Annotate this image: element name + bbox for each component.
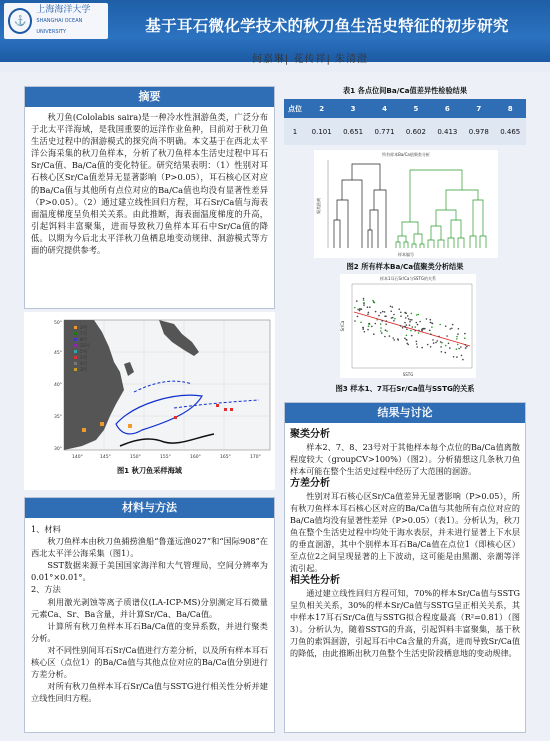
fig3-xlabel: SSTG bbox=[402, 372, 414, 377]
scatter-point bbox=[462, 359, 464, 361]
legend-item: 5号 bbox=[80, 350, 88, 355]
table1 bbox=[284, 99, 526, 145]
scatter-point bbox=[411, 313, 413, 315]
scatter-point bbox=[380, 327, 382, 329]
table-cell: 0.413 bbox=[437, 127, 458, 136]
abstract-heading: 摘要 bbox=[25, 87, 274, 107]
scatter-point bbox=[384, 336, 386, 338]
scatter-point bbox=[380, 323, 382, 325]
table-cell: 0.465 bbox=[500, 127, 521, 136]
methods-line: 利用激光剥蚀等离子质谱仪(LA-ICP-MS)分别测定耳石微量元素Ca、Sr、Ba含量，并计算Sr/Ca、Ba/Ca值。 bbox=[31, 596, 268, 619]
section-title: 相关性分析 bbox=[290, 575, 340, 586]
scatter-point bbox=[375, 323, 377, 325]
scatter-point bbox=[392, 306, 394, 308]
scatter-point bbox=[359, 308, 361, 310]
scatter-point bbox=[404, 322, 406, 324]
logo-name-cn: 上海海洋大学 bbox=[36, 4, 91, 15]
scatter-point bbox=[456, 336, 458, 338]
scatter-point bbox=[421, 347, 423, 349]
table-header-cell: 5 bbox=[413, 104, 419, 113]
results-heading: 结果与讨论 bbox=[285, 403, 525, 423]
scatter-point bbox=[460, 346, 462, 348]
scatter-point bbox=[373, 333, 375, 335]
lon-tick: 155° bbox=[160, 455, 171, 460]
table-header-cell: 8 bbox=[507, 104, 513, 113]
scatter-point bbox=[384, 311, 386, 313]
scatter-point bbox=[457, 344, 459, 346]
scatter-point bbox=[378, 315, 380, 317]
logo-emblem-icon: ⚓ bbox=[8, 8, 32, 34]
poster-title: 基于耳石微化学技术的秋刀鱼生活史特征的初步研究 bbox=[145, 17, 509, 35]
logo-name-en: SHANGHAI OCEAN UNIVERSITY bbox=[36, 17, 83, 35]
scatter-point bbox=[419, 321, 421, 323]
authors: 何嘉琳| 花传祥| 朱清澄 bbox=[251, 54, 369, 65]
table-cell: 0.602 bbox=[405, 127, 426, 136]
scatter-point bbox=[411, 335, 413, 337]
table-header-row bbox=[284, 99, 526, 118]
section-text: 通过建立线性回归方程可知，70%的样本Sr/Ca值与SSTG呈负相关关系，30%的样本Sr/Ca值与SSTG呈正相关关系，其中样本17耳石Sr/Ca值与SSTG拟合程度最高（R²=0.81）（图3）。分析认为，随着SSTG的升高，引起饵料丰富聚集，基于秋刀鱼的索饵洄游，引起耳石中Ca含量的升高，进而导致Sr/Ca值的降低，由此推断出秋刀鱼整个生活史阶段栖息地的变动规律。 bbox=[290, 588, 520, 658]
scatter-point bbox=[433, 342, 435, 344]
legend-item: 23号 bbox=[80, 344, 91, 349]
section-text: 性别对耳石核心区Sr/Ca值差异无显著影响（P>0.05），所有秋刀鱼样本耳石核心区对应的Ba/Ca值与其他所有点位对应的Ba/Ca值均没有显著性差异（P>0.05）（表1）。分析认为，秋刀鱼在整个生活史过程中均处于海水表层，并未进行显著上下水层的垂直洄游，其中个别样本耳石Ba/Ca值在点位1（即核心区）至点位2之间呈现显著的上下波动，这可能是由黑潮、亲潮等洋流引起。 bbox=[290, 491, 520, 573]
map-caption: 图1 秋刀鱼采样海域 bbox=[116, 466, 182, 475]
scatter-point bbox=[418, 330, 420, 332]
scatter-point bbox=[402, 327, 404, 329]
fig2-xlabel: 样本编号 bbox=[398, 252, 414, 257]
scatter-point bbox=[360, 322, 362, 324]
scatter-point bbox=[369, 323, 371, 325]
table-cell: 0.771 bbox=[374, 127, 395, 136]
fig3-title: 样本1耳石Sr/Ca与SSTG的关系 bbox=[380, 276, 436, 281]
scatter-point bbox=[404, 312, 406, 314]
scatter-point bbox=[398, 308, 400, 310]
fig2-ylabel: 聚类距离 bbox=[316, 198, 321, 214]
scatter-point bbox=[438, 336, 440, 338]
scatter-point bbox=[464, 333, 466, 335]
scatter-point bbox=[376, 319, 378, 321]
scatter-point bbox=[357, 309, 359, 311]
scatter-point bbox=[407, 344, 409, 346]
methods-body bbox=[25, 518, 274, 708]
scatter-point bbox=[415, 326, 417, 328]
scatter-point bbox=[363, 302, 365, 304]
scatter-point bbox=[392, 317, 394, 319]
scatter-point bbox=[451, 328, 453, 330]
methods-heading: 材料与方法 bbox=[25, 498, 274, 518]
scatter-point bbox=[392, 337, 394, 339]
scatter-point bbox=[427, 344, 429, 346]
scatter-point bbox=[456, 348, 458, 350]
methods-line: 1、材料 bbox=[31, 524, 61, 534]
lat-tick: 40° bbox=[54, 383, 62, 388]
scatter-point bbox=[406, 328, 408, 330]
scatter-point bbox=[432, 323, 434, 325]
results-body bbox=[285, 423, 525, 664]
scatter-point bbox=[397, 338, 399, 340]
scatter-point bbox=[449, 347, 451, 349]
fig3-scatter bbox=[340, 274, 476, 378]
scatter-point bbox=[389, 335, 391, 337]
scatter-point bbox=[439, 324, 441, 326]
scatter-point bbox=[367, 329, 369, 331]
abstract-text: 秋刀鱼(Cololabis saira)是一种冷水性洄游鱼类，广泛分布于北太平洋海域，是我国重要的远洋作业鱼种，目前对于秋刀鱼生活史过程中的洄游模式的探究尚不明确。本文基于在西北太平洋公海采集的秋刀鱼样本，分析了秋刀鱼样本生活史过程中耳石Sr/Ca值、Ba/Ca值的变化特征。研究结果表明：（1）性别对耳石核心区Sr/Ca值差异无显著影响（P>0.05），耳石核心区对应的Ba/Ca值与其他所有点位对应的Ba/Ca值也均没有显著性差异（P>0.05）。（2）通过建立线性回归方程，耳石Sr/Ca值与海表面温度梯度呈负相关关系。由此推断，海表面温度梯度的升高，引起饵料丰富聚集，进而导致秋刀鱼样本耳石中Sr/Ca值的降低。以期为今后北太平洋秋刀鱼栖息地变动规律、洄游模式等方面的研究提供参考。 bbox=[31, 112, 268, 256]
scatter-point bbox=[405, 317, 407, 319]
scatter-point bbox=[381, 320, 383, 322]
scatter-point bbox=[368, 325, 370, 327]
scatter-point bbox=[372, 300, 374, 302]
table-cell: 0.651 bbox=[343, 127, 364, 136]
scatter-point bbox=[431, 326, 433, 328]
map-figure bbox=[24, 312, 275, 490]
table-header-cell: 3 bbox=[350, 104, 356, 113]
table1-caption: 表1 各点位间Ba/Ca值差异性检验结果 bbox=[342, 86, 468, 95]
scatter-point bbox=[409, 319, 411, 321]
scatter-point bbox=[430, 319, 432, 321]
scatter-point bbox=[414, 330, 416, 332]
scatter-point bbox=[364, 331, 366, 333]
legend-item: 4号 bbox=[80, 362, 88, 367]
table-cell: 0.978 bbox=[468, 127, 489, 136]
lon-tick: 145° bbox=[100, 455, 111, 460]
scatter-point bbox=[424, 328, 426, 330]
fig2-dendrogram bbox=[314, 150, 498, 258]
scatter-point bbox=[453, 356, 455, 358]
scatter-point bbox=[393, 320, 395, 322]
scatter-point bbox=[418, 332, 420, 334]
lon-tick: 140° bbox=[72, 455, 83, 460]
scatter-point bbox=[404, 338, 406, 340]
scatter-point bbox=[394, 318, 396, 320]
scatter-point bbox=[429, 330, 431, 332]
scatter-point bbox=[405, 339, 407, 341]
scatter-point bbox=[432, 339, 434, 341]
scatter-point bbox=[367, 306, 369, 308]
scatter-point bbox=[416, 343, 418, 345]
lon-tick: 160° bbox=[190, 455, 201, 460]
methods-line: 对不同性别间耳石Sr/Ca值进行方差分析，以及所有样本耳石核心区（点位1）的Ba/Ca值与其他点位对应的Ba/Ca值分别进行方差分析。 bbox=[31, 644, 268, 680]
section-title: 方差分析 bbox=[290, 478, 330, 489]
scatter-point bbox=[416, 346, 418, 348]
scatter-point bbox=[385, 323, 387, 325]
scatter-point bbox=[357, 316, 359, 318]
methods-line: SST数据来源于美国国家海洋和大气管理局，空间分辨率为0.01°×0.01°。 bbox=[31, 560, 268, 583]
scatter-point bbox=[380, 312, 382, 314]
scatter-point bbox=[409, 321, 411, 323]
scatter-point bbox=[445, 345, 447, 347]
scatter-point bbox=[421, 330, 423, 332]
scatter-point bbox=[354, 307, 356, 309]
scatter-point bbox=[356, 300, 358, 302]
legend-item: 8号 bbox=[80, 338, 88, 343]
scatter-point bbox=[458, 328, 460, 330]
scatter-point bbox=[386, 320, 388, 322]
scatter-point bbox=[446, 335, 448, 337]
fig2-caption: 图2 所有样本Ba/Ca值聚类分析结果 bbox=[346, 262, 464, 271]
lat-tick: 45° bbox=[54, 351, 62, 356]
scatter-point bbox=[430, 346, 432, 348]
table-header-cell: 点位 bbox=[287, 104, 302, 113]
scatter-point bbox=[400, 325, 402, 327]
scatter-point bbox=[416, 341, 418, 343]
table-header-cell: 6 bbox=[444, 104, 450, 113]
scatter-point bbox=[363, 298, 365, 300]
scatter-point bbox=[393, 314, 395, 316]
scatter-point bbox=[361, 308, 363, 310]
scatter-point bbox=[407, 315, 409, 317]
methods-line: 计算所有秋刀鱼样本耳石Ba/Ca值的变异系数，并进行聚类分析。 bbox=[31, 620, 268, 643]
section-title: 聚类分析 bbox=[290, 429, 330, 440]
legend-item: 1号 bbox=[80, 356, 88, 361]
results-panel bbox=[284, 402, 526, 733]
scatter-point bbox=[380, 330, 382, 332]
scatter-point bbox=[400, 315, 402, 317]
scatter-point bbox=[412, 326, 414, 328]
lon-tick: 150° bbox=[130, 455, 141, 460]
scatter-point bbox=[435, 342, 437, 344]
scatter-point bbox=[416, 322, 418, 324]
fig3-caption: 图3 样本1、7耳石Sr/Ca值与SSTG的关系 bbox=[335, 384, 475, 393]
scatter-point bbox=[464, 337, 466, 339]
table-cell: 1 bbox=[292, 127, 298, 136]
scatter-point bbox=[363, 304, 365, 306]
section-text: 样本2、7、8、23号对于其他样本每个点位的Ba/Ca值离散程度较大（groupCV>100%）（图2）。分析猜想这几条秋刀鱼样本可能在整个生活史过程中经历了大范围的洄游。 bbox=[290, 442, 520, 476]
scatter-point bbox=[411, 319, 413, 321]
scatter-point bbox=[456, 338, 458, 340]
fig2-title: 所有样本Ba/Ca值聚类分析 bbox=[382, 152, 430, 157]
scatter-point bbox=[393, 339, 395, 341]
scatter-point bbox=[457, 333, 459, 335]
table1-block bbox=[284, 86, 526, 145]
scatter-point bbox=[386, 330, 388, 332]
methods-panel bbox=[24, 497, 275, 733]
scatter-point bbox=[369, 306, 371, 308]
table-row bbox=[284, 118, 526, 145]
table-header-cell: 7 bbox=[476, 104, 482, 113]
scatter-point bbox=[430, 333, 432, 335]
methods-line: 对所有秋刀鱼样本耳石Sr/Ca值与SSTG进行相关性分析并建立线性回归方程。 bbox=[31, 681, 268, 704]
scatter-point bbox=[445, 352, 447, 354]
scatter-point bbox=[400, 312, 402, 314]
scatter-point bbox=[452, 324, 454, 326]
scatter-point bbox=[362, 328, 364, 330]
scatter-point bbox=[385, 329, 387, 331]
scatter-point bbox=[461, 355, 463, 357]
legend-item: 7号 bbox=[80, 332, 88, 337]
scatter-point bbox=[440, 346, 442, 348]
sampling-map bbox=[24, 312, 275, 462]
scatter-point bbox=[448, 343, 450, 345]
lat-tick: 35° bbox=[54, 415, 62, 420]
scatter-point bbox=[410, 330, 412, 332]
scatter-point bbox=[390, 310, 392, 312]
lon-tick: 170° bbox=[250, 455, 261, 460]
scatter-point bbox=[406, 324, 408, 326]
scatter-point bbox=[406, 335, 408, 337]
scatter-point bbox=[368, 312, 370, 314]
scatter-point bbox=[465, 344, 467, 346]
legend-item: 2号 bbox=[80, 326, 88, 331]
scatter-point bbox=[445, 325, 447, 327]
scatter-point bbox=[458, 348, 460, 350]
scatter-point bbox=[375, 311, 377, 313]
legend-item: 3号 bbox=[80, 368, 88, 373]
scatter-point bbox=[354, 320, 356, 322]
scatter-point bbox=[466, 346, 468, 348]
scatter-point bbox=[385, 316, 387, 318]
scatter-point bbox=[465, 347, 467, 349]
lon-tick: 165° bbox=[220, 455, 231, 460]
scatter-point bbox=[363, 299, 365, 301]
scatter-point bbox=[418, 314, 420, 316]
scatter-point bbox=[367, 313, 369, 315]
lat-tick: 50° bbox=[54, 321, 62, 326]
scatter-point bbox=[381, 332, 383, 334]
scatter-point bbox=[408, 318, 410, 320]
table-cell: 0.101 bbox=[311, 127, 332, 136]
fig3-ylabel: Sr/Ca bbox=[340, 320, 345, 332]
scatter-point bbox=[426, 318, 428, 320]
scatter-point bbox=[416, 314, 418, 316]
scatter-point bbox=[362, 327, 364, 329]
scatter-point bbox=[456, 356, 458, 358]
methods-line: 2、方法 bbox=[31, 584, 61, 595]
scatter-point bbox=[382, 311, 384, 313]
scatter-point bbox=[436, 340, 438, 342]
scatter-point bbox=[417, 324, 419, 326]
scatter-point bbox=[404, 326, 406, 328]
scatter-point bbox=[409, 324, 411, 326]
table-header-cell: 4 bbox=[382, 104, 387, 113]
abstract-panel bbox=[24, 86, 275, 309]
scatter-point bbox=[440, 341, 442, 343]
lat-tick: 30° bbox=[54, 447, 62, 452]
table-header-cell: 2 bbox=[319, 104, 325, 113]
university-logo bbox=[4, 3, 108, 39]
methods-line: 秋刀鱼样本由秋刀鱼捕捞渔船“鲁蓬远渔027”和“国际908”在西北太平洋公海采集（图1）。 bbox=[31, 536, 268, 559]
scatter-point bbox=[430, 322, 432, 324]
scatter-point bbox=[371, 326, 373, 328]
scatter-point bbox=[450, 328, 452, 330]
scatter-point bbox=[441, 351, 443, 353]
scatter-point bbox=[390, 306, 392, 308]
